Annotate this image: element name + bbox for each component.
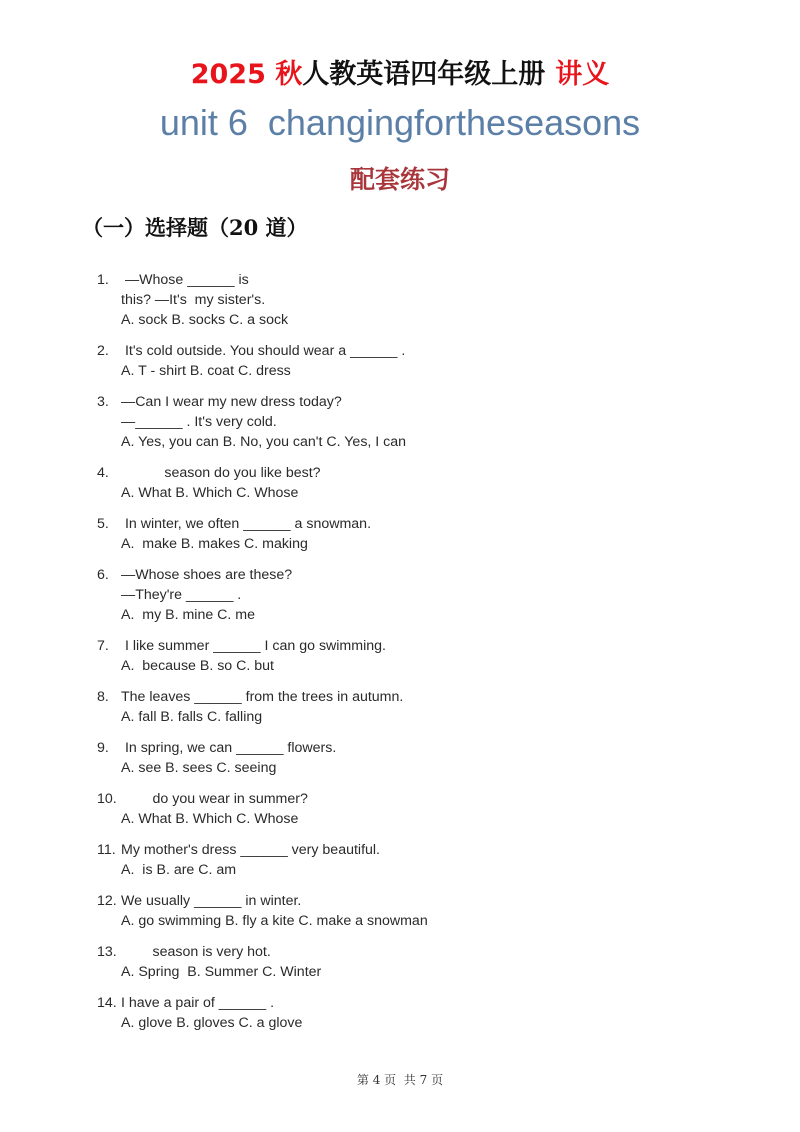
unit-subtitle: unit 6 changingfortheseasons [159,102,641,143]
question-text: The leaves ______ from the trees in autumn. [121,689,404,705]
answer-options: A. my B. mine C. me [121,607,256,623]
page-footer: 第 4 页 共 7 页 [356,1073,444,1087]
question-number: 11. [97,842,116,858]
question-number: 14. [97,995,117,1011]
question-item [97,270,657,330]
question-line [97,392,657,412]
answer-options: A. Yes, you can B. No, you can't C. Yes, I can [121,434,407,450]
title-handout: 讲义 [555,59,610,90]
question-item [97,891,657,931]
title-year: 2025 秋 [190,59,303,90]
question-number: 7. [97,638,109,654]
section-heading: （一）选择题（20 道） [82,215,308,240]
question-line [97,270,657,290]
practice-heading: 配套练习 [349,165,450,194]
question-text: —Can I wear my new dress today? [121,394,342,410]
question-line [97,514,657,534]
answer-options: A. What B. Which C. Whose [121,485,299,501]
question-text: My mother's dress ______ very beautiful. [121,842,380,858]
question-number: 9. [97,740,109,756]
question-text: season is very hot. [121,944,271,960]
question-item [97,341,657,381]
question-item [97,392,657,452]
question-item [97,942,657,982]
question-text: I have a pair of ______ . [121,995,275,1011]
question-text: —Whose shoes are these? [121,567,293,583]
question-item [97,840,657,880]
answer-options: A. T - shirt B. coat C. dress [121,363,291,379]
answer-options: A. make B. makes C. making [121,536,308,552]
question-text: do you wear in summer? [121,791,308,807]
question-item [97,993,657,1033]
question-text: I like summer ______ I can go swimming. [121,638,386,654]
document-title [0,52,800,91]
question-text: —Whose ______ is [121,272,249,288]
question-continuation: —______ . It's very cold. [121,414,277,430]
answer-options: A. is B. are C. am [121,862,237,878]
question-line [97,636,657,656]
question-line [97,687,657,707]
question-item [97,738,657,778]
question-line [97,341,657,361]
question-number: 8. [97,689,109,705]
question-item [97,636,657,676]
question-text: We usually ______ in winter. [121,893,302,909]
question-line [97,738,657,758]
question-item [97,565,657,625]
question-line [97,840,657,860]
question-number: 6. [97,567,109,583]
question-line [97,463,657,483]
question-text: In winter, we often ______ a snowman. [121,516,372,532]
question-item [97,789,657,829]
question-line [97,891,657,911]
answer-options: A. go swimming B. fly a kite C. make a snowman [121,913,428,929]
question-item [97,463,657,503]
answer-options: A. Spring B. Summer C. Winter [121,964,322,980]
answer-options: A. fall B. falls C. falling [121,709,263,725]
question-number: 10. [97,791,117,807]
question-item [97,514,657,554]
question-text: In spring, we can ______ flowers. [121,740,337,756]
question-number: 13. [97,944,117,960]
question-text: season do you like best? [121,465,321,481]
question-line [97,565,657,585]
question-number: 12. [97,893,117,909]
question-number: 3. [97,394,109,410]
title-course: 人教英语四年级上册 [302,59,546,90]
question-item [97,687,657,727]
question-number: 1. [97,272,109,288]
question-text: It's cold outside. You should wear a ______ . [121,343,406,359]
question-number: 5. [97,516,109,532]
question-line [97,789,657,809]
question-continuation: this? —It's my sister's. [121,292,266,308]
question-line [97,993,657,1013]
question-number: 4. [97,465,109,481]
question-line [97,942,657,962]
question-list [97,270,657,1044]
answer-options: A. sock B. socks C. a sock [121,312,289,328]
answer-options: A. What B. Which C. Whose [121,811,299,827]
answer-options: A. glove B. gloves C. a glove [121,1015,303,1031]
answer-options: A. see B. sees C. seeing [121,760,277,776]
question-number: 2. [97,343,109,359]
answer-options: A. because B. so C. but [121,658,274,674]
question-continuation: —They're ______ . [121,587,242,603]
